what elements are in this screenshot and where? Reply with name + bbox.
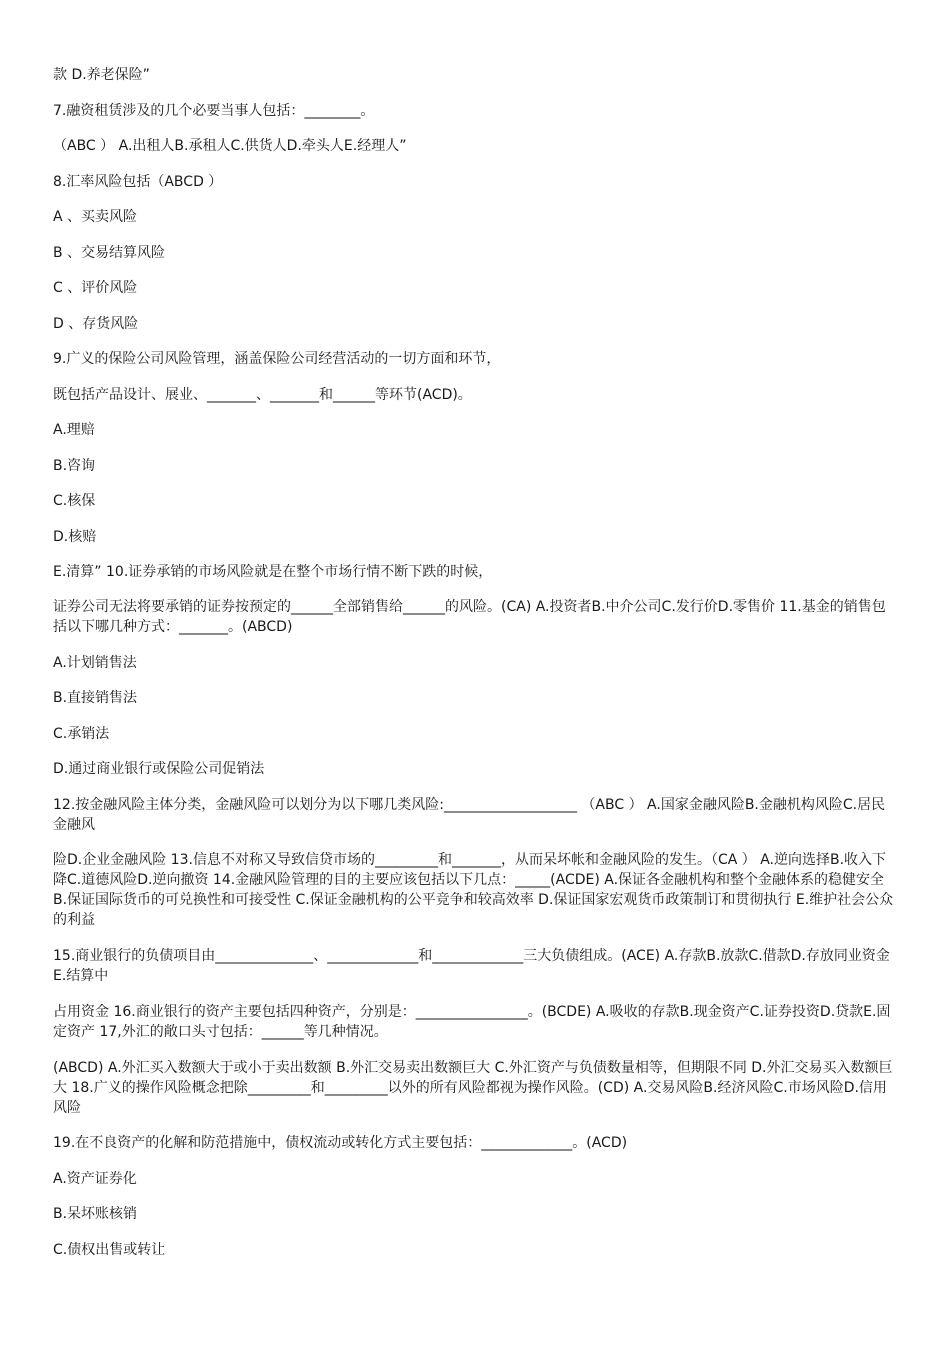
text-line: 险D.企业金融风险 13.信息不对称又导致信贷市场的_________和_______，从而呆坏帐和金融风险的发生。（CA ） A.逆向选择B.收入下降C.道德风险D.逆向撤资 14.金融风险管理的目的主要应该包括以下几点：_____(ACDE) A.保证各金融机构和整个金融体系的稳健安全 B.保证国际货币的可兑换性和可接受性 C.保证金融机构的公平竞争和较高效率 D.保证国家宏观货币政策制订和贯彻执行 E.维护社会公众的利益 — [53, 852, 894, 928]
text-line: 15.商业银行的负债项目由______________、_____________和_____________三大负债组成。(ACE) A.存款B.放款C.借款D.存放同业资金E.结算中 — [53, 948, 890, 984]
text-line: 7.融资租赁涉及的几个必要当事人包括：________。 — [53, 103, 375, 119]
text-line: C.承销法 — [53, 726, 110, 742]
text-line: C.核保 — [53, 493, 96, 509]
text-line: 占用资金 16.商业银行的资产主要包括四种资产，分别是：________________。(BCDE) A.吸收的存款B.现金资产C.证券投资D.贷款E.固定资产 17,外汇的敞口头寸包括：______等几种情况。 — [53, 1004, 891, 1040]
text-line: C 、评价风险 — [53, 280, 138, 296]
text-line: C.债权出售或转让 — [53, 1242, 166, 1258]
text-line: D.核赔 — [53, 529, 97, 545]
text-line: D 、存货风险 — [53, 316, 139, 332]
text-line: 12.按金融风险主体分类，金融风险可以划分为以下哪几类风险:___________________ （ABC ） A.国家金融风险B.金融机构风险C.居民金融风 — [53, 797, 886, 833]
text-line: B 、交易结算风险 — [53, 245, 166, 261]
text-line: 19.在不良资产的化解和防范措施中，债权流动或转化方式主要包括：_____________。(ACD) — [53, 1135, 628, 1151]
text-line: 证券公司无法将要承销的证券按预定的______全部销售给______的风险。(CA) A.投资者B.中介公司C.发行价D.零售价 11.基金的销售包括以下哪几种方式：_______。(ABCD) — [53, 599, 886, 635]
text-line: 款 D.养老保险” — [53, 67, 150, 83]
text-line: 既包括产品设计、展业、_______、_______和______等环节(ACD)。 — [53, 387, 472, 403]
text-line: 8.汇率风险包括（ABCD ） — [53, 174, 223, 190]
text-line: D.通过商业银行或保险公司促销法 — [53, 761, 265, 777]
text-line: A 、买卖风险 — [53, 209, 138, 225]
text-line: B.直接销售法 — [53, 690, 138, 706]
text-line: B.咨询 — [53, 458, 96, 474]
text-line: 9.广义的保险公司风险管理，涵盖保险公司经营活动的一切方面和环节， — [53, 351, 501, 367]
text-line: A.资产证券化 — [53, 1171, 137, 1187]
text-line: B.呆坏账核销 — [53, 1206, 138, 1222]
text-line: E.清算” 10.证券承销的市场风险就是在整个市场行情不断下跌的时候， — [53, 564, 493, 580]
text-line: A.理赔 — [53, 422, 95, 438]
text-line: (ABCD) A.外汇买入数额大于或小于卖出数额 B.外汇交易卖出数额巨大 C.外汇资产与负债数量相等，但期限不同 D.外汇交易买入数额巨大 18.广义的操作风险概念把除_________和_________以外的所有风险都视为操作风险。(CD) A.交易风险B.经济风险C.市场风险D.信用风险 — [53, 1060, 893, 1116]
text-line: A.计划销售法 — [53, 655, 137, 671]
text-line: （ABC ） A.出租人B.承租人C.供货人D.牵头人E.经理人” — [53, 138, 407, 154]
